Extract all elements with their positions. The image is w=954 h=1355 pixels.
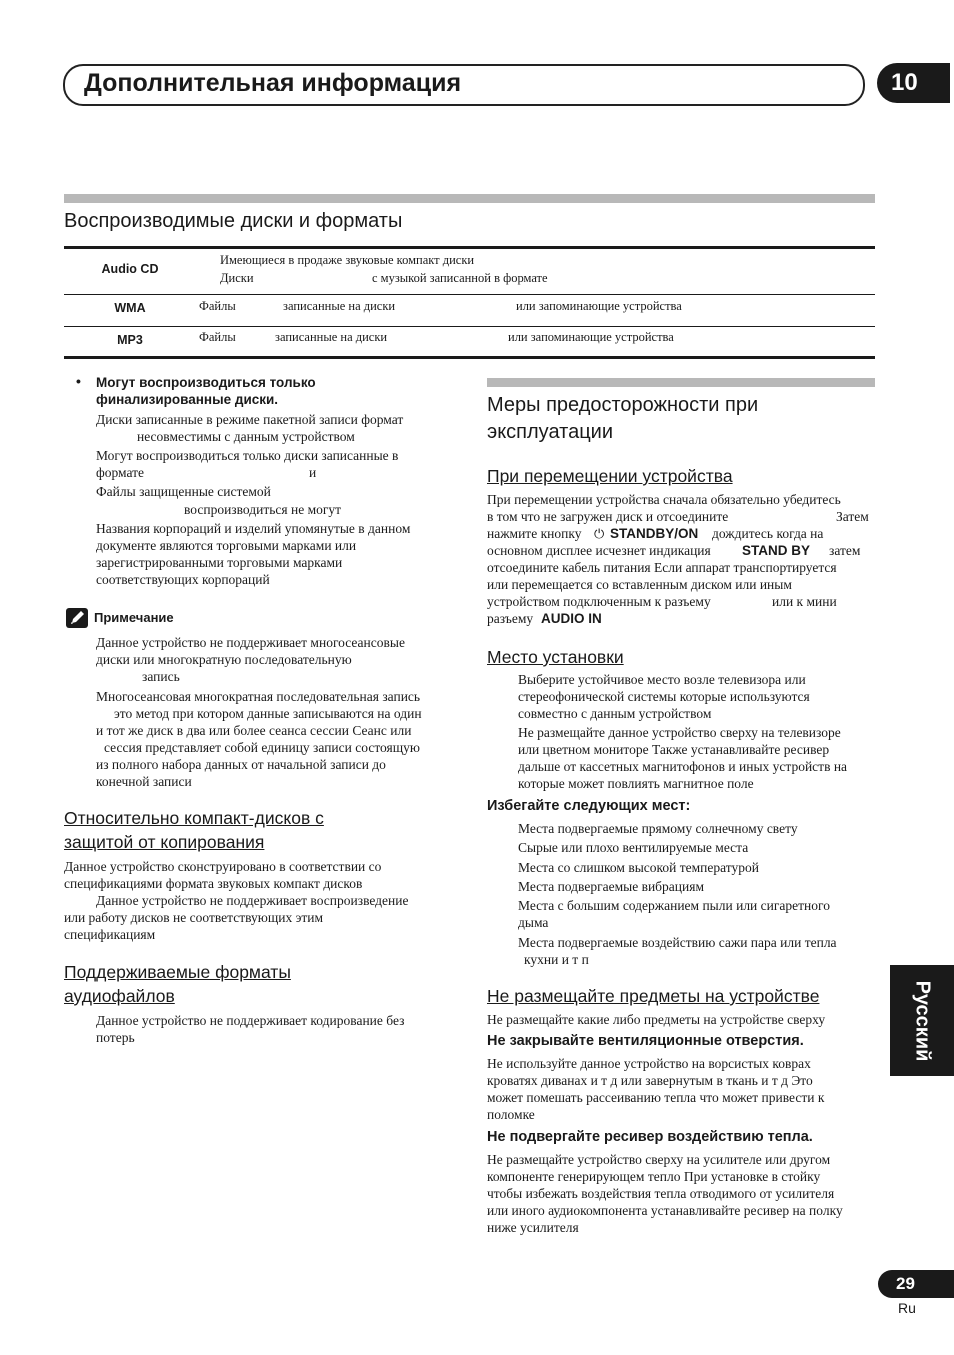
formats-heading: Воспроизводимые диски и форматы [64, 210, 403, 232]
body-text: Могут воспроизводиться только диски записанные в [96, 448, 399, 463]
note-text: и тот же диск в два или более сеанса сессии Сеанс или [96, 723, 412, 738]
body-text: совместно с данным устройством [518, 706, 712, 721]
body-text: Не используйте данное устройство на ворсистых коврах [487, 1056, 811, 1071]
body-text: основном дисплее исчезнет индикация [487, 543, 711, 558]
body-text: поломке [487, 1107, 535, 1122]
list-item: Места со слишком высокой температурой [518, 860, 759, 875]
format-label-wma: WMA [114, 301, 146, 315]
section-rule [64, 194, 875, 203]
body-text: или цветном мониторе Также устанавливайте ресивер [518, 742, 830, 757]
chapter-number: 10 [877, 63, 950, 103]
note-text: сессия представляет собой единицу записи состоящую [104, 740, 420, 755]
no-objects-heading: Не размещайте предметы на устройстве [487, 986, 820, 1006]
body-text: компоненте генерирующем тепло При установке в стойку [487, 1169, 821, 1184]
body-text: формате [96, 465, 145, 480]
list-item: Сырые или плохо вентилируемые места [518, 840, 749, 855]
body-text: разъему [487, 611, 534, 626]
body-text: Данное устройство не поддерживает воспроизведение [96, 893, 409, 908]
language-code: Ru [898, 1300, 916, 1316]
button-name: STANDBY/ON [610, 526, 699, 541]
body-text: Выберите устойчивое место возле телевизора или [518, 672, 806, 687]
page-title: Дополнительная информация [84, 69, 462, 97]
power-icon: ⏻ [594, 526, 605, 541]
format-desc: Имеющиеся в продаже звуковые компакт диски [220, 253, 475, 267]
note-text: Данное устройство не поддерживает многосеансовые [96, 635, 405, 650]
table-row-divider [64, 326, 875, 327]
format-desc: Файлы [199, 299, 236, 313]
format-label-mp3: MP3 [117, 333, 143, 347]
body-text: Данное устройство сконструировано в соответствии со [64, 859, 382, 874]
body-text: затем [829, 543, 861, 558]
body-text: Диски записанные в режиме пакетной записи формат [96, 412, 404, 427]
body-text: дождитесь когда на [712, 526, 824, 541]
format-desc: записанные на диски [275, 330, 388, 344]
jack-name: AUDIO IN [541, 611, 602, 626]
note-text: Многосеансовая многократная последовательная запись [96, 689, 421, 704]
table-bottom-rule [64, 356, 875, 359]
list-item: Места подвергаемые вибрациям [518, 879, 704, 894]
body-text: несовместимы с данным устройством [137, 429, 355, 444]
table-row-divider [64, 294, 875, 295]
body-text: Названия корпораций и изделий упомянутые в данном [96, 521, 411, 536]
body-text: чтобы избежать воздействия тепла отводимого от усилителя [487, 1186, 835, 1201]
format-desc: или запоминающие устройства [508, 330, 674, 344]
format-desc: или запоминающие устройства [516, 299, 682, 313]
page-number: 29 [878, 1270, 954, 1298]
copy-protection-heading: Относительно компакт-дисков с защитой от копирования [64, 808, 324, 852]
body-text: нажмите кнопку [487, 526, 582, 541]
format-desc: Файлы [199, 330, 236, 344]
body-text: которые может повлиять магнитное поле [518, 776, 754, 791]
section-rule [487, 378, 875, 387]
list-item: Места подвергаемые прямому солнечному свету [518, 821, 798, 836]
body-text: или работу дисков не соответствующих этим [64, 910, 324, 925]
note-text: из полного набора данных от начальной записи до [96, 757, 386, 772]
format-label-audiocd: Audio CD [101, 262, 159, 276]
note-text: конечной записи [96, 774, 192, 789]
body-text: Данное устройство не поддерживает кодирование без [96, 1013, 405, 1028]
avoid-heading: Избегайте следующих мест: [487, 798, 691, 814]
moving-heading: При перемещении устройства [487, 466, 733, 486]
body-text: соответствующих корпораций [96, 572, 270, 587]
language-tab-label: Русский [911, 980, 934, 1061]
body-text: дальше от кассетных магнитофонов и иных устройств на [518, 759, 848, 774]
body-text: в том что не загружен диск и отсоедините [487, 509, 729, 524]
precautions-heading: Меры предосторожности при эксплуатации [487, 394, 759, 443]
language-tab [890, 965, 954, 1076]
note-pencil-icon [66, 608, 88, 628]
vent-heading: Не закрывайте вентиляционные отверстия. [487, 1033, 804, 1049]
list-item: Места подвергаемые воздействию сажи пара или тепла [518, 935, 837, 950]
body-text: ниже усилителя [487, 1220, 579, 1235]
list-item: кухни и т п [524, 952, 589, 967]
audio-formats-heading: Поддерживаемые форматы аудиофайлов [64, 962, 291, 1006]
body-text: При перемещении устройства сначала обязательно убедитесь [487, 492, 841, 507]
note-text: запись [142, 669, 180, 684]
body-text: Затем [836, 509, 869, 524]
body-text: Не размещайте устройство сверху на усилителе или другом [487, 1152, 831, 1167]
table-top-rule [64, 246, 875, 249]
body-text: отсоедините кабель питания Если аппарат транспортируется [487, 560, 837, 575]
body-text: зарегистрированными торговыми марками [96, 555, 343, 570]
bullet-mark: • [76, 373, 81, 389]
body-text: документе являются торговыми марками или [96, 538, 357, 553]
body-text: воспроизводиться не могут [184, 502, 342, 517]
body-text: или к мини [772, 594, 837, 609]
body-text: или перемещается со вставленным диском или иным [487, 577, 792, 592]
body-text: спецификациям [64, 927, 156, 942]
placement-heading: Место установки [487, 647, 624, 667]
body-text: кроватях диванах и т д или завернутым в ткань и т д Это [487, 1073, 813, 1088]
body-text: устройством подключенным к разъему [487, 594, 711, 609]
body-text: и [309, 465, 317, 480]
body-text: Файлы защищенные системой [96, 484, 271, 499]
note-text: это метод при котором данные записываются на один [114, 706, 422, 721]
body-text: или иного аудиокомпонента устанавливайте ресивер на полку [487, 1203, 843, 1218]
heat-heading: Не подвергайте ресивер воздействию тепла. [487, 1129, 813, 1145]
bullet-heading: Могут воспроизводиться только финализированные диски. [96, 375, 316, 407]
format-desc: записанные на диски [283, 299, 396, 313]
body-text: Не размещайте данное устройство сверху на телевизоре [518, 725, 841, 740]
format-desc: с музыкой записанной в формате [372, 271, 548, 285]
body-text: потерь [96, 1030, 135, 1045]
list-item: Места с большим содержанием пыли или сигаретного [518, 898, 830, 913]
format-desc: Диски [220, 271, 254, 285]
list-item: дыма [518, 915, 549, 930]
display-indicator: STAND BY [742, 543, 811, 558]
body-text: Не размещайте какие либо предметы на устройстве сверху [487, 1012, 826, 1027]
body-text: стереофонической системы которые используются [518, 689, 810, 704]
note-text: диски или многократную последовательную [96, 652, 352, 667]
body-text: спецификациями формата звуковых компакт дисков [64, 876, 363, 891]
body-text: может помешать рассеиванию тепла что может привести к [487, 1090, 825, 1105]
note-title: Примечание [94, 610, 174, 625]
